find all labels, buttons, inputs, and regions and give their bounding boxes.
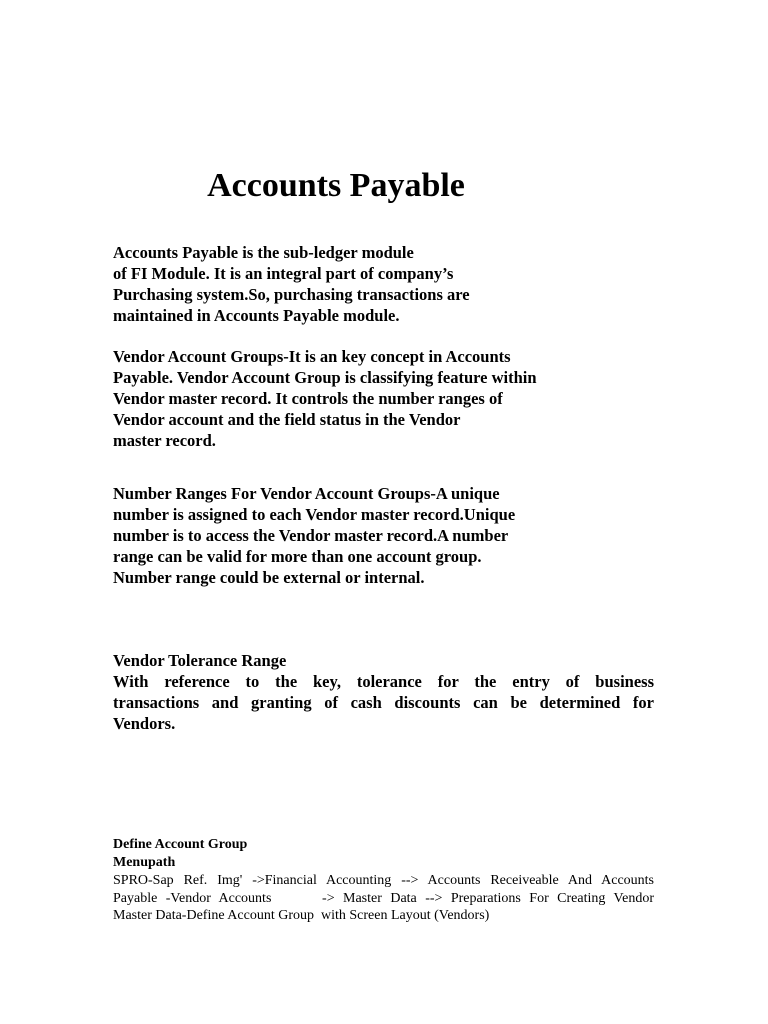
text-line: master record. [113,431,216,450]
paragraph-accounts-payable-intro [113,242,470,326]
text-line: Vendor master record. It controls the number ranges of [113,389,503,408]
section-vendor-tolerance-range [113,650,654,734]
paragraph-vendor-account-groups [113,346,537,451]
text-line: Payable -Vendor Accounts -> Master Data --> Preparations For Creating Vendor [113,890,654,906]
text-line: Number Ranges For Vendor Account Groups-A unique [113,484,500,503]
text-line: transactions and granting of cash discounts can be determined for [113,693,654,712]
text-line: maintained in Accounts Payable module. [113,306,400,325]
text-line: Vendor Account Groups-It is an key concept in Accounts [113,347,511,366]
page-title: Accounts Payable [207,167,465,204]
subheading-menupath: Menupath [113,855,176,870]
text-line: number is assigned to each Vendor master record.Unique [113,505,516,524]
text-line: Vendors. [113,714,176,733]
text-line: With reference to the key, tolerance for the entry of business [113,672,654,691]
section-heading: Vendor Tolerance Range [113,651,287,670]
menupath-text [113,872,654,925]
text-line: Purchasing system.So, purchasing transactions are [113,285,470,304]
text-line: of FI Module. It is an integral part of company’s [113,264,454,283]
text-line: SPRO-Sap Ref. Img' ->Financial Accounting --> Accounts Receiveable And Accounts [113,873,654,888]
text-line: Accounts Payable is the sub-ledger module [113,243,414,262]
text-line: range can be valid for more than one account group. [113,547,482,566]
text-line: Payable. Vendor Account Group is classifying feature within [113,368,537,387]
text-line: Number range could be external or internal. [113,568,425,587]
section-heading-define-account-group: Define Account Group [113,837,248,852]
text-line: number is to access the Vendor master record.A number [113,526,509,545]
paragraph-number-ranges [113,483,515,588]
text-line: Vendor account and the field status in the Vendor [113,410,461,429]
text-line: Master Data-Define Account Group with Screen Layout (Vendors) [113,908,490,923]
